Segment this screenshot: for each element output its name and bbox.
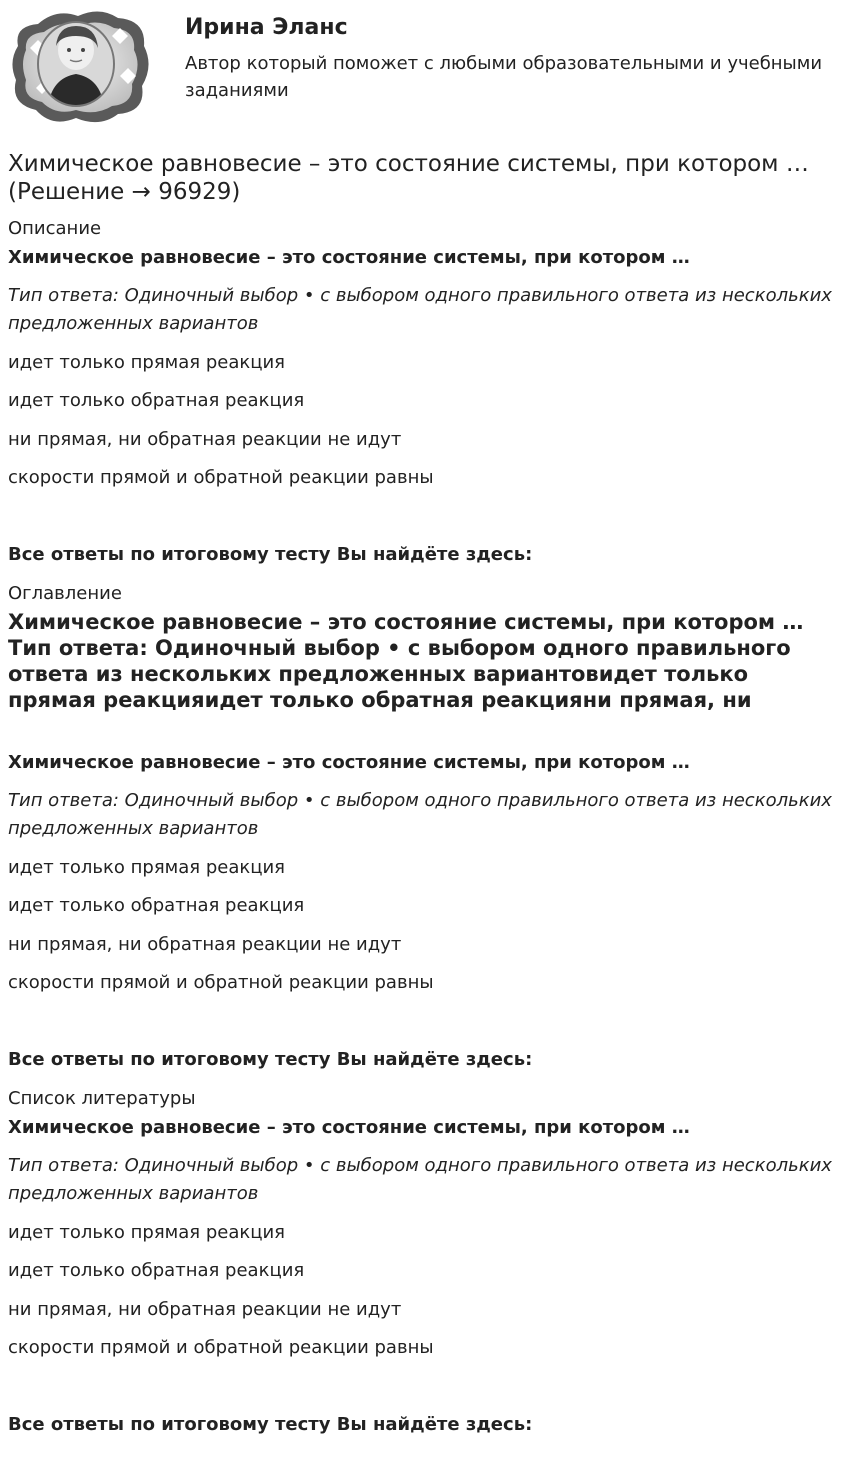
all-answers-link-text: Все ответы по итоговому тесту Вы найдёте здесь: [8, 1049, 533, 1070]
answer-option: ни прямая, ни обратная реакции не идут [8, 934, 402, 955]
author-description: Автор который поможет с любыми образовательными и учебными заданиями [185, 53, 823, 101]
question-title: Химическое равновесие – это состояние системы, при котором … [8, 752, 690, 773]
answer-type: Тип ответа: Одиночный выбор • с выбором одного правильного ответа из нескольких предложенных вариантов [8, 285, 832, 334]
answer-option: идет только прямая реакция [8, 857, 286, 878]
toc-title: Химическое равновесие – это состояние системы, при котором …Тип ответа: Одиночный выбор • с выбором одного правильного ответа из нескольких предложенных вариантовидет только прямая реакцияидет только обратная реакцияни прямая, ни [8, 610, 804, 712]
answer-type: Тип ответа: Одиночный выбор • с выбором одного правильного ответа из нескольких предложенных вариантов [8, 1155, 832, 1204]
author-avatar [8, 6, 150, 126]
section-label-references: Список литературы [8, 1088, 196, 1109]
answer-option: скорости прямой и обратной реакции равны [8, 972, 434, 993]
section-label-description: Описание [8, 218, 102, 239]
answer-option: идет только обратная реакция [8, 895, 305, 916]
all-answers-link-text: Все ответы по итоговому тесту Вы найдёте здесь: [8, 1414, 533, 1435]
answer-option: идет только прямая реакция [8, 352, 286, 373]
answer-option: ни прямая, ни обратная реакции не идут [8, 1299, 402, 1320]
question-title: Химическое равновесие – это состояние системы, при котором … [8, 247, 690, 268]
question-title: Химическое равновесие – это состояние системы, при котором … [8, 1117, 690, 1138]
answer-option: идет только обратная реакция [8, 390, 305, 411]
answer-type: Тип ответа: Одиночный выбор • с выбором одного правильного ответа из нескольких предложенных вариантов [8, 790, 832, 839]
all-answers-link-text: Все ответы по итоговому тесту Вы найдёте здесь: [8, 544, 533, 565]
page-title: Химическое равновесие – это состояние системы, при котором … (Решение → 96929) [8, 151, 809, 205]
answer-option: скорости прямой и обратной реакции равны [8, 1337, 434, 1358]
answer-option: скорости прямой и обратной реакции равны [8, 467, 434, 488]
answer-option: ни прямая, ни обратная реакции не идут [8, 429, 402, 450]
answer-option: идет только обратная реакция [8, 1260, 305, 1281]
section-label-toc: Оглавление [8, 583, 122, 604]
author-name[interactable]: Ирина Эланс [185, 15, 348, 40]
author-info [185, 14, 825, 104]
answer-option: идет только прямая реакция [8, 1222, 286, 1243]
author-header [8, 6, 838, 126]
